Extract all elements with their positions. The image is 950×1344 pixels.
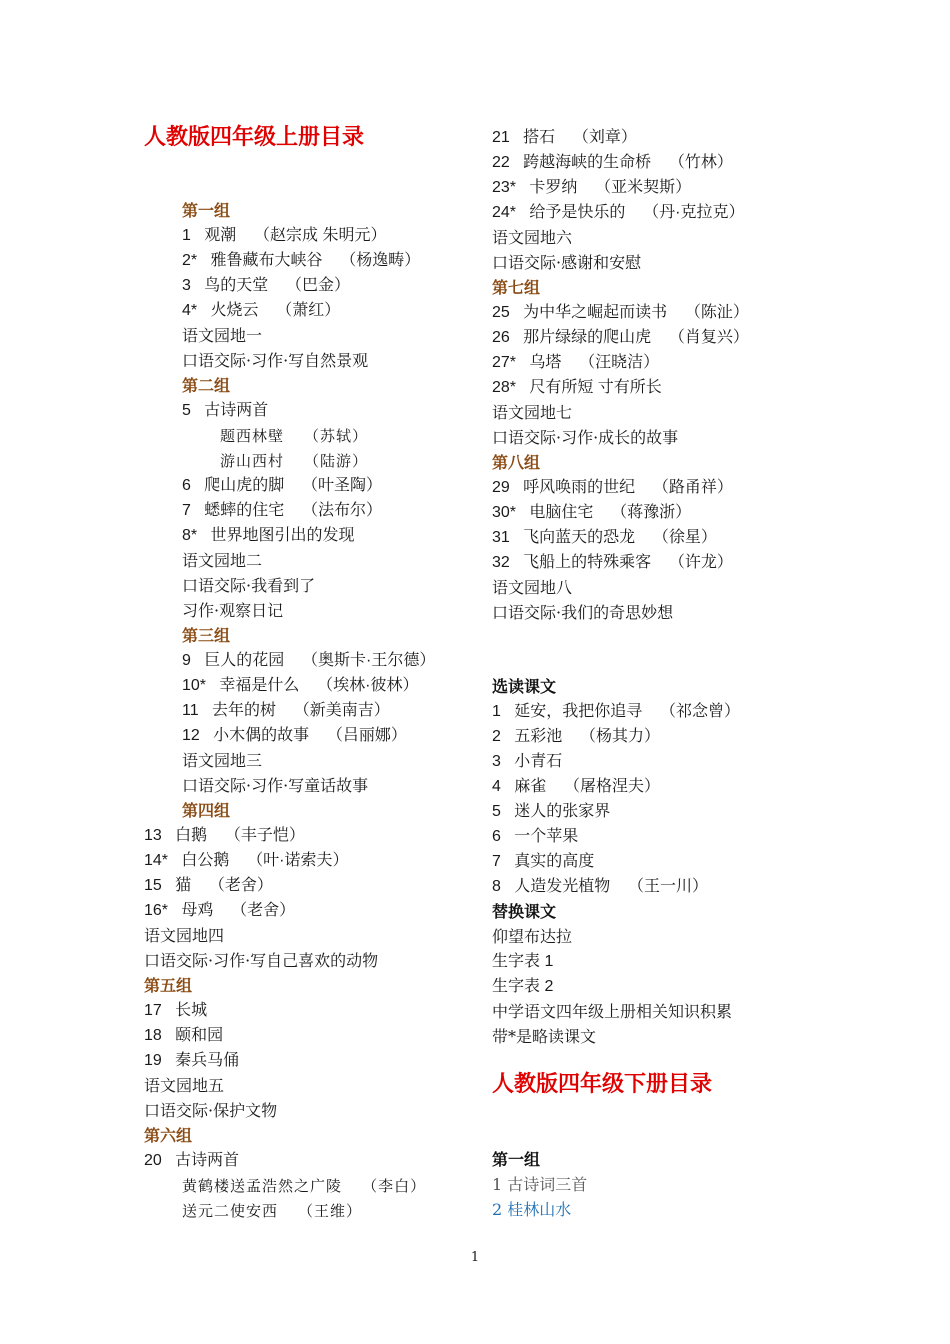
lesson-5[interactable]: 5 古诗两首	[182, 402, 269, 419]
group-4-heading: 第四组	[182, 801, 231, 820]
yuwen-yuandi-2[interactable]: 语文园地二	[182, 551, 263, 570]
lower-title: 人教版四年级下册目录	[492, 1071, 713, 1097]
group-3-heading: 第三组	[182, 626, 231, 645]
optional-5[interactable]: 5 迷人的张家界	[492, 803, 611, 820]
yuwen-yuandi-1[interactable]: 语文园地一	[182, 326, 263, 345]
lesson-31[interactable]: 31 飞向蓝天的恐龙 （徐星）	[492, 529, 717, 546]
lesson-32[interactable]: 32 飞船上的特殊乘客 （许龙）	[492, 554, 733, 571]
optional-readings-heading: 选读课文	[492, 677, 557, 696]
character-table-2[interactable]: 生字表 2	[492, 978, 554, 995]
lesson-22[interactable]: 22 跨越海峡的生命桥 （竹林）	[492, 154, 733, 171]
group-6-heading: 第六组	[144, 1126, 193, 1145]
optional-4[interactable]: 4 麻雀 （屠格涅夫）	[492, 778, 661, 795]
poem-songyuaner[interactable]: 送元二使安西 （王维）	[182, 1202, 363, 1220]
lesson-23[interactable]: 23* 卡罗纳 （亚米契斯）	[492, 179, 692, 196]
lesson-10[interactable]: 10* 幸福是什么 （埃林·彼林）	[182, 677, 419, 694]
lesson-12[interactable]: 12 小木偶的故事 （吕丽娜）	[182, 727, 407, 744]
lesson-6[interactable]: 6 爬山虎的脚 （叶圣陶）	[182, 477, 383, 494]
lesson-4[interactable]: 4* 火烧云 （萧红）	[182, 302, 341, 319]
lesson-28[interactable]: 28* 尺有所短 寸有所长	[492, 379, 662, 396]
koyu-jiaoji-1[interactable]: 口语交际·习作·写自然景观	[182, 351, 369, 370]
group-1-heading: 第一组	[182, 201, 231, 220]
koyu-jiaoji-2[interactable]: 口语交际·我看到了	[182, 576, 316, 595]
lesson-29[interactable]: 29 呼风唤雨的世纪 （路甬祥）	[492, 479, 733, 496]
group-8-heading: 第八组	[492, 453, 541, 472]
replacement-1[interactable]: 仰望布达拉	[492, 927, 573, 946]
group-7-heading: 第七组	[492, 278, 541, 297]
yuwen-yuandi-6[interactable]: 语文园地六	[492, 228, 573, 247]
koyu-jiaoji-8[interactable]: 口语交际·我们的奇思妙想	[492, 603, 674, 622]
lesson-3[interactable]: 3 鸟的天堂 （巴金）	[182, 277, 351, 294]
lesson-7[interactable]: 7 蟋蟀的住宅 （法布尔）	[182, 502, 383, 519]
lesson-14[interactable]: 14* 白公鹅 （叶·诺索夫）	[144, 852, 349, 869]
optional-2[interactable]: 2 五彩池 （杨其力）	[492, 728, 661, 745]
upper-title: 人教版四年级上册目录	[144, 124, 365, 150]
knowledge-accumulation[interactable]: 中学语文四年级上册相关知识积累	[492, 1002, 733, 1021]
lesson-21[interactable]: 21 搭石 （刘章）	[492, 129, 637, 146]
koyu-jiaoji-4[interactable]: 口语交际·习作·写自己喜欢的动物	[144, 951, 379, 970]
poem-tixilinbi[interactable]: 题西林壁 （苏轼）	[220, 427, 369, 445]
lesson-27[interactable]: 27* 乌塔 （汪晓洁）	[492, 354, 660, 371]
optional-8[interactable]: 8 人造发光植物 （王一川）	[492, 878, 709, 895]
koyu-jiaoji-5[interactable]: 口语交际·保护文物	[144, 1101, 278, 1120]
note-skim-reading: 带*是略读课文	[492, 1027, 597, 1046]
lesson-18[interactable]: 18 颐和园	[144, 1027, 224, 1044]
lesson-16[interactable]: 16* 母鸡 （老舍）	[144, 902, 296, 919]
group-2-heading: 第二组	[182, 376, 231, 395]
optional-1[interactable]: 1 延安，我把你追寻 （祁念曾）	[492, 703, 741, 720]
yuwen-yuandi-3[interactable]: 语文园地三	[182, 751, 263, 770]
lesson-26[interactable]: 26 那片绿绿的爬山虎 （肖复兴）	[492, 329, 749, 346]
yuwen-yuandi-5[interactable]: 语文园地五	[144, 1076, 225, 1095]
yuwen-yuandi-8[interactable]: 语文园地八	[492, 578, 573, 597]
group-5-heading: 第五组	[144, 976, 193, 995]
koyu-jiaoji-3[interactable]: 口语交际·习作·写童话故事	[182, 776, 369, 795]
page-number: 1	[470, 1250, 480, 1265]
yuwen-yuandi-4[interactable]: 语文园地四	[144, 926, 225, 945]
lesson-19[interactable]: 19 秦兵马俑	[144, 1052, 240, 1069]
replacement-heading: 替换课文	[492, 902, 557, 921]
character-table-1[interactable]: 生字表 1	[492, 953, 554, 970]
lesson-2[interactable]: 2* 雅鲁藏布大峡谷 （杨逸畴）	[182, 252, 421, 269]
lesson-13[interactable]: 13 白鹅 （丰子恺）	[144, 827, 305, 844]
koyu-jiaoji-7[interactable]: 口语交际·习作·成长的故事	[492, 428, 679, 447]
yuwen-yuandi-7[interactable]: 语文园地七	[492, 403, 573, 422]
optional-6[interactable]: 6 一个苹果	[492, 828, 579, 845]
lesson-17[interactable]: 17 长城	[144, 1002, 208, 1019]
lesson-8[interactable]: 8* 世界地图引出的发现	[182, 527, 355, 544]
lower-lesson-1[interactable]: 1 古诗词三首	[492, 1175, 588, 1194]
optional-3[interactable]: 3 小青石	[492, 753, 563, 770]
poem-youshanxicun[interactable]: 游山西村 （陆游）	[220, 452, 369, 470]
lesson-11[interactable]: 11 去年的树 （新美南吉）	[182, 702, 390, 719]
lesson-25[interactable]: 25 为中华之崛起而读书 （陈沚）	[492, 304, 749, 321]
optional-7[interactable]: 7 真实的高度	[492, 853, 595, 870]
lesson-30[interactable]: 30* 电脑住宅 （蒋豫浙）	[492, 504, 692, 521]
lesson-9[interactable]: 9 巨人的花园 （奥斯卡·王尔德）	[182, 652, 436, 669]
koyu-jiaoji-6[interactable]: 口语交际·感谢和安慰	[492, 253, 642, 272]
xizuo-2[interactable]: 习作·观察日记	[182, 601, 284, 620]
lesson-24[interactable]: 24* 给予是快乐的 （丹·克拉克）	[492, 204, 745, 221]
lesson-1[interactable]: 1 观潮 （赵宗成 朱明元）	[182, 227, 387, 244]
poem-huanghelou[interactable]: 黄鹤楼送孟浩然之广陵 （李白）	[182, 1177, 427, 1195]
lower-lesson-2-link[interactable]: 2 桂林山水	[492, 1200, 572, 1219]
lesson-20[interactable]: 20 古诗两首	[144, 1152, 240, 1169]
lesson-15[interactable]: 15 猫 （老舍）	[144, 877, 273, 894]
lower-group-1-heading: 第一组	[492, 1150, 541, 1169]
